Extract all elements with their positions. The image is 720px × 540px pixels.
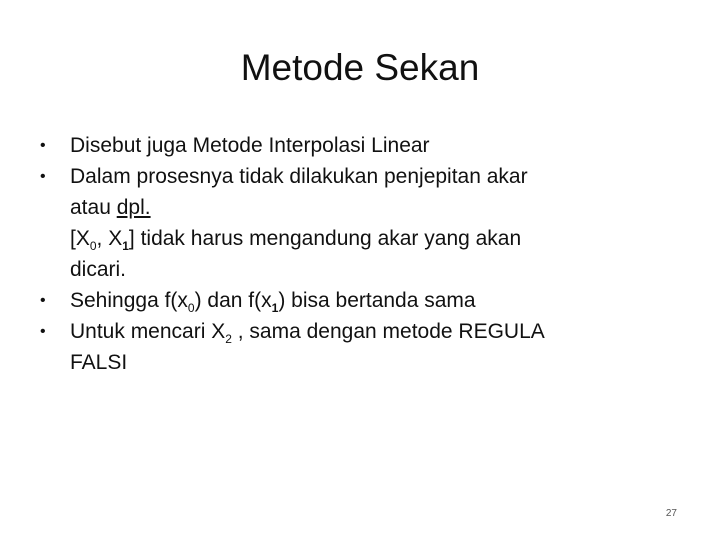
text-fragment: ] tidak harus mengandung akar yang akan [128,227,522,250]
text-fragment: Sehingga f(x [70,289,188,312]
bullet-icon: • [40,168,46,185]
bullet-line [40,285,680,316]
continuation-text: dicari. [70,258,127,281]
page-number: 27 [665,508,677,519]
continuation-line [40,192,680,223]
bullet-text: Dalam prosesnya tidak dilakukan penjepitan akar [70,165,528,188]
subscript: 0 [89,239,97,254]
text-fragment: [X [70,227,90,250]
slide-title: Metode Sekan [240,47,480,88]
bullet-line [40,161,680,192]
interval-text [70,223,521,254]
slide-content [40,130,680,378]
bullet-icon: • [40,323,46,340]
continuation-line [40,347,680,378]
bullet-icon: • [40,137,46,154]
abbreviation-dpl: dpl. [116,196,151,219]
bullet-text: Disebut juga Metode Interpolasi Linear [70,134,430,157]
subscript: 1 [122,239,129,254]
text-fragment: ) bisa bertanda sama [278,289,476,312]
bullet-line [40,316,680,347]
subscript: 1 [271,301,279,316]
continuation-line [40,223,680,254]
bullet-text [70,285,476,316]
text-fragment: , sama dengan metode REGULA [231,320,545,343]
bullet-icon: • [40,292,46,309]
text-fragment: atau [70,196,117,219]
continuation-line [40,254,680,285]
text-fragment: ) dan f(x [194,289,272,312]
subscript: 0 [187,301,195,316]
text-fragment: Untuk mencari X [70,320,226,343]
bullet-line [40,130,680,161]
text-fragment: , X [96,227,123,250]
bullet-text [70,316,545,347]
continuation-text: FALSI [70,351,128,374]
subscript: 2 [225,332,232,347]
continuation-text [70,192,151,223]
